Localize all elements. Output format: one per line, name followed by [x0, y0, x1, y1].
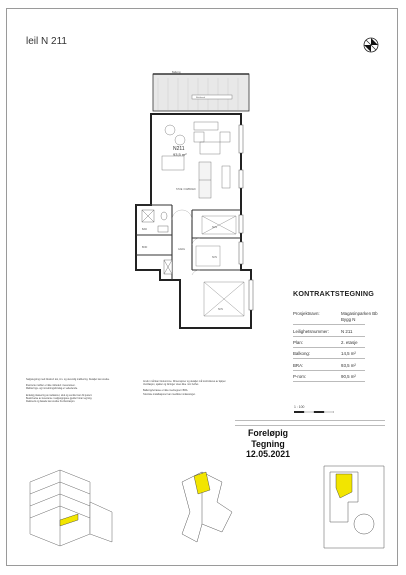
- balcony-value: 14,5 m²: [341, 351, 356, 356]
- divider: [293, 381, 365, 382]
- divider: [293, 370, 365, 371]
- floor-overview-thumbnail: [318, 462, 390, 552]
- stamp-line: Tegning: [251, 438, 285, 449]
- room-label: SOV: [218, 308, 224, 311]
- stamp-strip-bottom: [235, 425, 385, 426]
- project-label: Prosjektnavn:: [293, 311, 320, 316]
- center-notes: [143, 380, 273, 396]
- note-line: Avvik i mål kan forekomme. Dimensjoner og detaljer må kontrolleres av kjøper.: [143, 380, 227, 383]
- preliminary-stamp: [228, 428, 308, 460]
- floor-plan: [120, 70, 260, 335]
- room-label: BAD: [142, 228, 147, 231]
- divider: [293, 347, 365, 348]
- unit-number-value: N 211: [341, 329, 353, 334]
- balcony-rail-label: Rekkverk: [196, 97, 206, 100]
- unit-area: 93,5 m²: [173, 152, 187, 157]
- stamp-line: 12.05.2021: [245, 449, 291, 459]
- prom-label: P-rom:: [293, 374, 307, 379]
- bra-value: 93,5 m²: [341, 363, 356, 368]
- north-arrow-icon: [362, 36, 380, 54]
- unit-number-label: Leilighetsnummer:: [293, 329, 329, 334]
- left-notes: [26, 378, 136, 403]
- balcony-label: Balkong: [172, 70, 181, 74]
- room-label: SOV: [212, 256, 218, 259]
- divider: [293, 358, 365, 359]
- note-line: Salgstegning med illustrert lek, inn- og utvendig møblering. Detaljer kan avvike.: [26, 378, 110, 381]
- note-line: Ventilasjon, sjakter og føringer vises ikke i sin helhet.: [143, 383, 199, 387]
- scale-label: 1 : 100: [294, 405, 305, 409]
- divider: [293, 324, 365, 325]
- stamp-strip: [235, 420, 385, 421]
- building-perspective-thumbnail: [20, 462, 120, 552]
- stamp-line: Foreløpig: [247, 428, 289, 438]
- room-label: GANG: [178, 248, 186, 251]
- prom-value: 90,5 m²: [341, 374, 356, 379]
- note-line: Illustrerte møbler er ikke inkludert i leveransen.: [26, 384, 76, 388]
- room-label: SOV: [212, 226, 218, 229]
- bra-label: BRA:: [293, 363, 304, 368]
- floor-value: 2. etasje: [341, 340, 358, 345]
- balcony-area: [153, 74, 249, 111]
- note-line: Beskrivelse av leveranse i salgsoppgave gjelder foran tegning.: [26, 396, 93, 400]
- unit-label: N211: [173, 146, 185, 152]
- note-line: Møblerings- og innredningsforslag er veiledende.: [26, 387, 78, 391]
- page-title: leil N 211: [26, 36, 67, 47]
- project-value-2: Bygg N: [341, 317, 356, 322]
- project-value: Magasinparken Bb: [341, 311, 378, 316]
- divider: [293, 336, 365, 337]
- site-plan-thumbnail: [172, 462, 252, 552]
- note-line: Rekkverk og fasade kan avvike fra illustrasjon.: [26, 400, 76, 404]
- floor-label: Plan:: [293, 340, 304, 345]
- note-line: Endelig plassering av radiatorer, sluk og ventiler kan bli justert.: [26, 393, 93, 397]
- scale-bar: [294, 411, 334, 413]
- note-line: Tekniske installasjoner kan medføre innkassinger.: [143, 392, 196, 396]
- balcony-label: Balkong:: [293, 351, 311, 356]
- note-line: Balkong/terrasse er ikke medregnet i BRA.: [143, 389, 189, 393]
- room-label: BOD: [142, 246, 148, 249]
- room-label-living: STUE / KJØKKEN: [176, 188, 196, 191]
- contract-drawing-title: KONTRAKTSTEGNING: [293, 289, 375, 298]
